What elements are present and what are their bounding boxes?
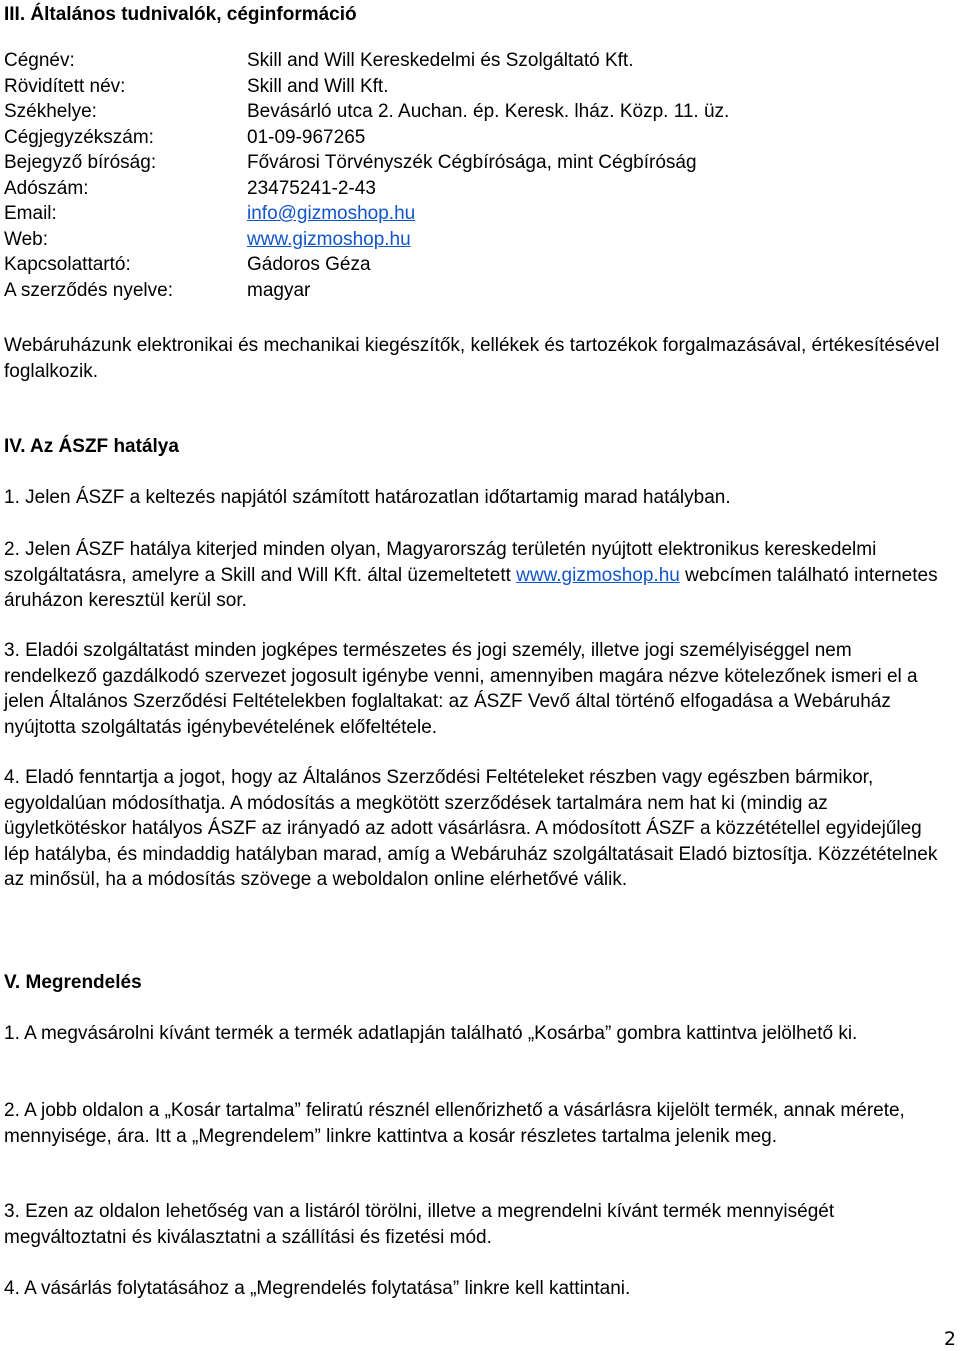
info-value: 23475241-2-43 xyxy=(247,177,376,199)
info-value: Skill and Will Kereskedelmi és Szolgáltató Kft. xyxy=(247,50,634,71)
info-row-tax-number xyxy=(4,176,729,202)
info-label: Kapcsolattartó: xyxy=(4,254,131,275)
info-label: Rövidített név: xyxy=(4,75,126,97)
section-4-paragraph-2 xyxy=(4,537,949,614)
info-value: Bevásárló utca 2. Auchan. ép. Keresk. lház. Közp. 11. üz. xyxy=(247,101,730,122)
company-description: Webáruházunk elektronikai és mechanikai kiegészítők, kellékek és tartozékok forgalmazásával, értékesítésével foglalkozik. xyxy=(4,335,940,382)
section-4-heading: IV. Az ÁSZF hatálya xyxy=(4,436,179,457)
section-5-paragraph-1: 1. A megvásárolni kívánt termék a termék adatlapján található „Kosárba” gombra kattintva jelölhető ki. xyxy=(4,1023,858,1044)
info-label: Email: xyxy=(4,203,57,224)
email-link[interactable]: info@gizmoshop.hu xyxy=(247,203,416,224)
info-label: A szerződés nyelve: xyxy=(4,279,173,301)
info-label: Web: xyxy=(4,228,49,250)
info-row-registration-number xyxy=(4,125,729,151)
info-row-company-name xyxy=(4,48,729,74)
info-row-registry-court xyxy=(4,150,729,176)
info-value: 01-09-967265 xyxy=(247,126,366,148)
info-value: Fővárosi Törvényszék Cégbírósága, mint Cégbíróság xyxy=(247,152,697,173)
info-label: Székhelye: xyxy=(4,101,97,122)
info-label: Bejegyző bíróság: xyxy=(4,152,157,173)
info-row-short-name xyxy=(4,74,729,100)
info-row-email xyxy=(4,201,729,227)
info-row-contact-person xyxy=(4,252,729,278)
section-4-paragraph-3: 3. Eladói szolgáltatást minden jogképes természetes és jogi személy, illetve jogi személyiséggel nem rendelkező gazdálkodó szervezet jogosult igénybe venni, amennyiben magára nézve kötelezőnek ismeri el a jelen Általános Szerződési Feltételekben foglaltakat: az ÁSZF Vevő által történő elfogadása a Webáruház nyújtotta szolgáltatás igénybevételének előfeltétele. xyxy=(4,640,918,738)
company-info-table xyxy=(4,48,729,303)
page-number: 2 xyxy=(943,1328,956,1350)
section-3-heading: III. Általános tudnivalók, céginformáció xyxy=(4,4,357,25)
section-5-paragraph-3: 3. Ezen az oldalon lehetőség van a listáról törölni, illetve a megrendelni kívánt termék mennyiségét megváltoztatni és kiválasztatni a szállítási és fizetési mód. xyxy=(4,1201,835,1248)
info-row-contract-language xyxy=(4,278,729,304)
section-5-heading: V. Megrendelés xyxy=(4,972,142,993)
website-link[interactable]: www.gizmoshop.hu xyxy=(516,564,680,586)
section-4-paragraph-1: 1. Jelen ÁSZF a keltezés napjától számított határozatlan időtartamig marad hatályban. xyxy=(4,487,731,508)
info-label: Adószám: xyxy=(4,177,89,199)
section-5-paragraph-4: 4. A vásárlás folytatásához a „Megrendelés folytatása” linkre kell kattintani. xyxy=(4,1278,631,1299)
info-label: Cégnév: xyxy=(4,50,75,71)
website-link[interactable]: www.gizmoshop.hu xyxy=(247,228,411,250)
info-label: Cégjegyzékszám: xyxy=(4,126,154,148)
section-5-paragraph-2: 2. A jobb oldalon a „Kosár tartalma” feliratú résznél ellenőrizhető a vásárlásra kijelölt termék, annak mérete, mennyisége, ára. Itt a „Megrendelem” linkre kattintva a kosár részletes tartalma jelenik meg. xyxy=(4,1100,905,1147)
info-value: magyar xyxy=(247,279,311,301)
paragraph-text: webcímen található internetes áruházon keresztül kerül sor. xyxy=(4,564,938,611)
info-value: Skill and Will Kft. xyxy=(247,75,389,97)
section-4-paragraph-4: 4. Eladó fenntartja a jogot, hogy az Általános Szerződési Feltételeket részben vagy egészben bármikor, egyoldalúan módosíthatja. A módosítás a megkötött szerződések tartalmára nem hat ki (mindig az ügyletkötéskor hatályos ÁSZF az irányadó az adott vásárlásra. A módosított ÁSZF a közzététellel egyidejűleg lép hatályba, és mindaddig hatályban marad, amíg a Webáruház szolgáltatásait Eladó biztosítja. Közzétételnek az minősül, ha a módosítás szövege a weboldalon online elérhetővé válik. xyxy=(4,767,938,890)
info-row-headquarters xyxy=(4,99,729,125)
paragraph-text: 2. Jelen ÁSZF hatálya kiterjed minden olyan, Magyarország területén nyújtott elektronikus kereskedelmi szolgáltatásra, amelyre a Skill and Will Kft. által üzemeltetett xyxy=(4,539,877,586)
info-value: Gádoros Géza xyxy=(247,254,371,275)
info-row-web xyxy=(4,227,729,253)
